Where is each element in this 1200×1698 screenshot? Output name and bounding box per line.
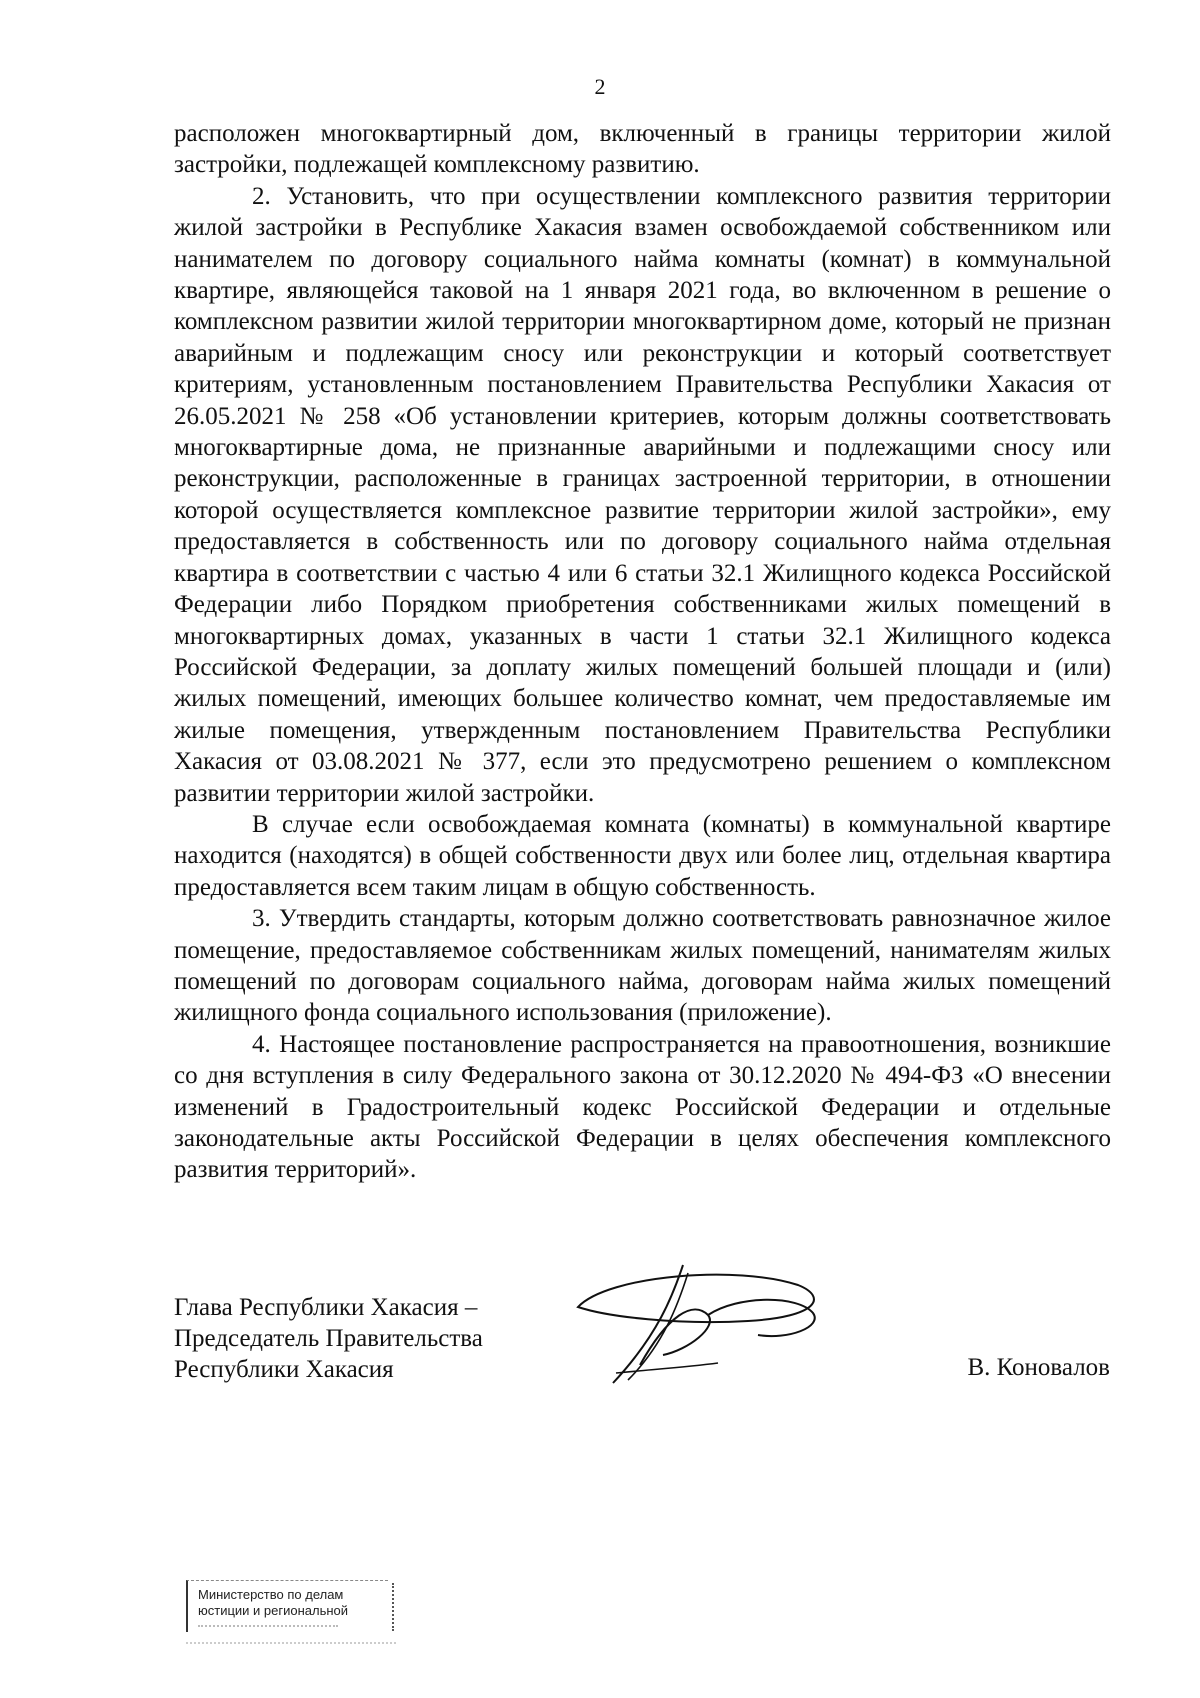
stamp-faint-line: [198, 1623, 338, 1627]
stamp-border: [390, 1583, 394, 1631]
stamp-line: Министерство по делам: [198, 1587, 344, 1602]
page-number: 2: [594, 74, 606, 99]
signatory-title: [174, 1292, 483, 1385]
stamp-line: юстиции и региональной: [198, 1603, 349, 1618]
stamp-faint-underline: [186, 1640, 396, 1644]
paragraph-item-2: 2. Установить, что при осуществлении комплексного развития территории жилой застройки в Республике Хакасия взамен освобождаемой собственником или нанимателем по договору социального найма комнаты (комнат) в коммунальной квартире, являющейся таковой на 1 января 2021 года, во включенном в решение о комплексном развитии жилой территории многоквартирном доме, который не признан аварийным и подлежащим сносу или реконструкции и который соответствует критериям, установленным постановлением Правительства Республики Хакасия от 26.05.2021 № 258 «Об установлении критериев, которым должны соответствовать многоквартирные дома, не признанные аварийными и подлежащими сносу или реконструкции, расположенные в границах застроенной территории, в отношении которой осуществляется комплексное развитие территории жилой застройки», ему предоставляется в собственность или по договору социального найма отдельная квартира в соответствии с частью 4 или 6 статьи 32.1 Жилищного кодекса Российской Федерации либо Порядком приобретения собственниками жилых помещений в многоквартирных домах, указанных в части 1 статьи 32.1 Жилищного кодекса Российской Федерации, за доплату жилых помещений большей площади и (или) жилых помещений, имеющих большее количество комнат, чем предоставляемые им жилые помещения, утвержденным постановлением Правительства Республики Хакасия от 03.08.2021 № 377, если это предусмотрено решением о комплексном развитии территории жилой застройки.: [174, 182, 1111, 807]
paragraph-item-3: 3. Утвердить стандарты, которым должно соответствовать равнозначное жилое помещение, предоставляемое собственникам жилых помещений, нанимателям жилых помещений по договорам социального найма, договорам найма жилых помещений жилищного фонда социального использования (приложение).: [174, 905, 1111, 1027]
paragraph-shared-ownership: В случае если освобождаемая комната (комнаты) в коммунальной квартире находится (находятся) в общей собственности двух или более лиц, отдельная квартира предоставляется всем таким лицам в общую собственность.: [174, 810, 1111, 901]
signatory-title-line: Глава Республики Хакасия –: [174, 1294, 478, 1321]
document-body: [174, 118, 1111, 1186]
signatory-title-line: Республики Хакасия: [174, 1356, 394, 1383]
paragraph-continuation: расположен многоквартирный дом, включенный в границы территории жилой застройки, подлежащей комплексному развитию.: [174, 120, 1111, 179]
signatory-title-line: Председатель Правительства: [174, 1325, 483, 1352]
registration-stamp: [186, 1580, 388, 1632]
signer-name: В. Коновалов: [967, 1354, 1110, 1381]
paragraph-item-4: 4. Настоящее постановление распространяется на правоотношения, возникшие со дня вступления в силу Федерального закона от 30.12.2020 № 494-ФЗ «О внесении изменений в Градостроительный кодекс Российской Федерации и отдельные законодательные акты Российской Федерации в целях обеспечения комплексного развития территорий».: [174, 1030, 1111, 1184]
handwritten-signature: [568, 1255, 888, 1395]
